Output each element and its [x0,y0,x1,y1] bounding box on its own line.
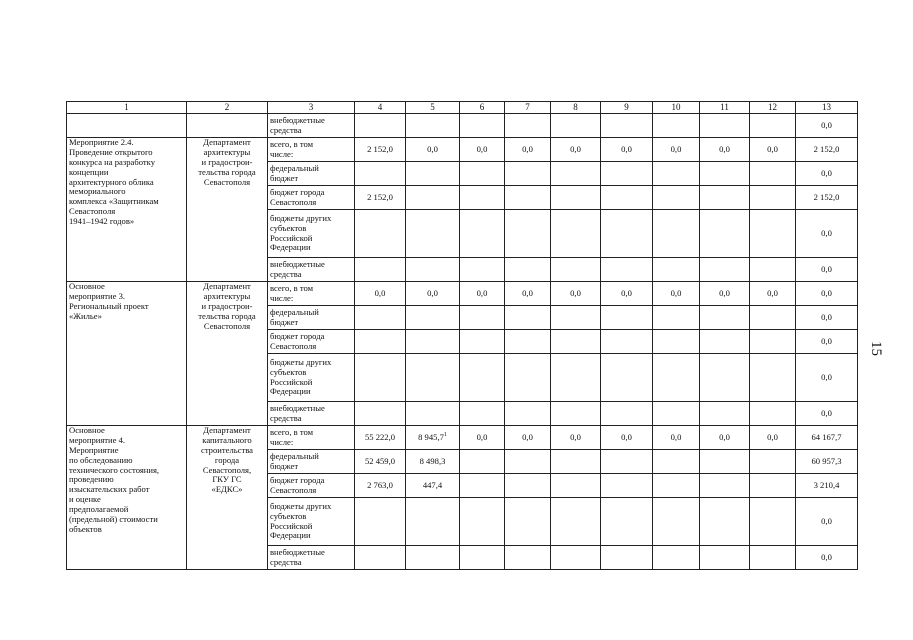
year-value: 2 763,0 [355,474,406,498]
year-value [406,498,460,546]
year-value [460,210,505,258]
year-value [700,186,750,210]
executor-cell [187,114,268,138]
column-number-9: 9 [601,102,653,114]
total-value: 64 167,7 [796,426,858,450]
year-value: 0,0 [653,426,700,450]
table-row [67,282,858,306]
year-value [460,186,505,210]
year-value: 0,0 [700,138,750,162]
year-value: 55 222,0 [355,426,406,450]
year-value [601,402,653,426]
year-value: 0,0 [750,426,796,450]
year-value [653,162,700,186]
funding-source: внебюджетные средства [268,402,355,426]
year-value [355,498,406,546]
column-number-4: 4 [355,102,406,114]
year-value [653,186,700,210]
year-value [551,330,601,354]
year-value [601,474,653,498]
year-value: 447,4 [406,474,460,498]
total-value: 0,0 [796,354,858,402]
year-value [505,162,551,186]
year-value [406,546,460,570]
year-value [653,546,700,570]
year-value: 0,0 [355,282,406,306]
year-value [355,402,406,426]
year-value [700,210,750,258]
year-value [551,450,601,474]
year-value [700,258,750,282]
year-value: 0,0 [551,426,601,450]
column-number-8: 8 [551,102,601,114]
year-value [505,354,551,402]
column-number-7: 7 [505,102,551,114]
year-value [653,402,700,426]
year-value [601,162,653,186]
year-value: 0,0 [601,426,653,450]
year-value: 0,0 [406,282,460,306]
year-value [601,498,653,546]
year-value [355,546,406,570]
year-value [551,306,601,330]
year-value: 8 498,3 [406,450,460,474]
funding-source: внебюджетные средства [268,114,355,138]
column-number-10: 10 [653,102,700,114]
year-value: 0,0 [601,138,653,162]
year-value [551,186,601,210]
year-value [750,114,796,138]
year-value [460,450,505,474]
year-value: 0,0 [505,426,551,450]
funding-source: бюджет города Севастополя [268,474,355,498]
year-value [406,114,460,138]
year-value: 0,0 [750,138,796,162]
year-value: 0,0 [460,138,505,162]
year-value [750,498,796,546]
column-number-2: 2 [187,102,268,114]
year-value [355,162,406,186]
year-value [460,330,505,354]
year-value: 2 152,0 [355,186,406,210]
year-value [601,546,653,570]
column-number-3: 3 [268,102,355,114]
year-value [700,546,750,570]
year-value [551,354,601,402]
year-value: 0,0 [505,282,551,306]
funding-source: внебюджетные средства [268,258,355,282]
year-value [700,402,750,426]
year-value [750,186,796,210]
table-row [67,138,858,162]
year-value [505,186,551,210]
year-value [653,258,700,282]
year-value [601,354,653,402]
year-value [406,354,460,402]
year-value [460,498,505,546]
column-number-12: 12 [750,102,796,114]
event-name: Основное мероприятие 3. Региональный проект «Жилье» [67,282,187,426]
total-value: 3 210,4 [796,474,858,498]
year-value [750,474,796,498]
year-value [505,474,551,498]
total-value: 0,0 [796,306,858,330]
total-value: 0,0 [796,210,858,258]
year-value [355,210,406,258]
year-value: 0,0 [551,282,601,306]
year-value: 0,0 [653,282,700,306]
year-value [460,162,505,186]
year-value [505,306,551,330]
year-value [750,162,796,186]
year-value [460,114,505,138]
total-value: 0,0 [796,330,858,354]
funding-source: федеральный бюджет [268,450,355,474]
year-value [750,402,796,426]
year-value [355,330,406,354]
funding-source: всего, в том числе: [268,138,355,162]
executor-name: Департамент капитального строительства города Севастополя, ГКУ ГС «ЕДКС» [187,426,268,570]
year-value [700,354,750,402]
year-value [505,402,551,426]
year-value: 0,0 [750,282,796,306]
year-value: 0,0 [406,138,460,162]
funding-source: бюджет города Севастополя [268,330,355,354]
year-value [551,114,601,138]
year-value [505,546,551,570]
total-value: 0,0 [796,282,858,306]
total-value: 0,0 [796,546,858,570]
funding-source: внебюджетные средства [268,546,355,570]
year-value: 8 945,7$^1$ [406,426,460,450]
table-row [67,426,858,450]
year-value [601,306,653,330]
year-value [406,210,460,258]
year-value [406,306,460,330]
year-value: 0,0 [700,282,750,306]
budget-table [66,101,858,570]
year-value [406,330,460,354]
year-value: 52 459,0 [355,450,406,474]
year-value [406,402,460,426]
year-value [505,210,551,258]
funding-source: всего, в том числе: [268,426,355,450]
year-value [551,402,601,426]
year-value [700,474,750,498]
year-value: 0,0 [551,138,601,162]
total-value: 0,0 [796,498,858,546]
total-value: 0,0 [796,258,858,282]
year-value [551,546,601,570]
year-value [700,162,750,186]
year-value [700,114,750,138]
year-value [653,114,700,138]
year-value [505,330,551,354]
year-value [750,306,796,330]
year-value [653,498,700,546]
year-value [601,186,653,210]
total-value: 60 957,3 [796,450,858,474]
total-value: 2 152,0 [796,138,858,162]
year-value [406,186,460,210]
year-value [460,474,505,498]
year-value [750,210,796,258]
year-value [355,306,406,330]
executor-name: Департамент архитектуры и градострои- тельства города Севастополя [187,138,268,282]
year-value [460,306,505,330]
event-name: Мероприятие 2.4. Проведение открытого конкурса на разработку концепции архитектурного облика мемориального комплекса «Защитникам Севастополя 1941–1942 годов» [67,138,187,282]
year-value [653,354,700,402]
year-value [460,402,505,426]
year-value [460,354,505,402]
year-value: 0,0 [700,426,750,450]
funding-source: бюджет города Севастополя [268,186,355,210]
year-value: 0,0 [505,138,551,162]
year-value [653,210,700,258]
header-row [67,102,858,114]
year-value [653,330,700,354]
table-row [67,114,858,138]
year-value [700,330,750,354]
year-value [750,354,796,402]
funding-source: всего, в том числе: [268,282,355,306]
year-value [653,474,700,498]
year-value [505,498,551,546]
year-value: 0,0 [460,282,505,306]
column-number-11: 11 [700,102,750,114]
funding-source: федеральный бюджет [268,162,355,186]
year-value [700,306,750,330]
year-value [653,450,700,474]
year-value [551,162,601,186]
year-value [601,450,653,474]
year-value [460,258,505,282]
year-value [505,258,551,282]
year-value: 2 152,0 [355,138,406,162]
year-value [551,210,601,258]
year-value [750,546,796,570]
total-value: 0,0 [796,402,858,426]
event-name: Основное мероприятие 4. Мероприятие по обследованию технического состояния, проведению изыскательских работ и оценке предполагаемой (предельной) стоимости объектов [67,426,187,570]
year-value [750,258,796,282]
column-number-5: 5 [406,102,460,114]
funding-source: бюджеты других субъектов Российской Федерации [268,210,355,258]
year-value [551,258,601,282]
funding-source: бюджеты других субъектов Российской Федерации [268,354,355,402]
column-number-13: 13 [796,102,858,114]
year-value [601,114,653,138]
year-value [355,354,406,402]
funding-source: федеральный бюджет [268,306,355,330]
year-value: 0,0 [653,138,700,162]
year-value: 0,0 [460,426,505,450]
total-value: 0,0 [796,114,858,138]
page-number: 15 [868,341,884,356]
year-value: 0,0 [601,282,653,306]
year-value [406,162,460,186]
year-value [460,546,505,570]
year-value [355,258,406,282]
year-value [505,450,551,474]
funding-source: бюджеты других субъектов Российской Федерации [268,498,355,546]
year-value [601,258,653,282]
total-value: 0,0 [796,162,858,186]
year-value [355,114,406,138]
year-value [750,450,796,474]
year-value [406,258,460,282]
year-value [551,474,601,498]
year-value [551,498,601,546]
year-value [505,114,551,138]
column-number-6: 6 [460,102,505,114]
year-value [700,498,750,546]
year-value [653,306,700,330]
total-value: 2 152,0 [796,186,858,210]
year-value [601,330,653,354]
year-value [750,330,796,354]
footnote-marker: 1 [443,431,447,438]
event-cell [67,114,187,138]
executor-name: Департамент архитектуры и градострои- тельства города Севастополя [187,282,268,426]
year-value [700,450,750,474]
column-number-1: 1 [67,102,187,114]
year-value [601,210,653,258]
